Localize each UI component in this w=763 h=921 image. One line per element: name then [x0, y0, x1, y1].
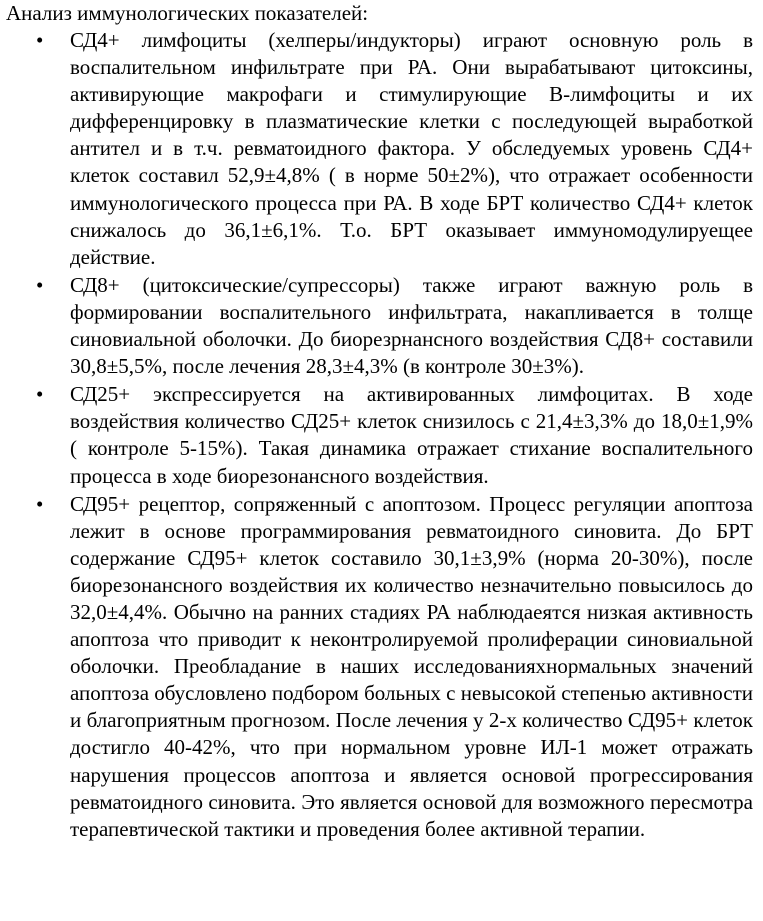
list-item-text: СД25+ экспрессируется на активированных лимфоцитах. В ходе воздействия количество СД25+ клеток снизилось с 21,4±3,3% до 18,0±1,9% ( контроле 5-15%). Такая динамика отражает стихание воспалительного процесса в ходе биорезонансного воздействия.	[70, 382, 753, 488]
list-item-cd95	[6, 491, 753, 843]
bullet-icon: •	[36, 382, 44, 407]
list-item-cd25	[6, 381, 753, 489]
list-item-cd8	[6, 272, 753, 380]
findings-list	[6, 27, 753, 843]
bullet-icon: •	[36, 491, 44, 516]
list-item-text: СД8+ (цитоксические/супрессоры) также играют важную роль в формировании воспалительного инфильтрата, накапливается в толще синовиальной оболочки. До биорезрнансного воздействия СД8+ составили 30,8±5,5%, после лечения 28,3±4,3% (в контроле 30±3%).	[70, 272, 753, 379]
bullet-icon: •	[36, 272, 44, 297]
bullet-icon: •	[36, 28, 44, 52]
list-item-text: СД4+ лимфоциты (хелперы/индукторы) играют основную роль в воспалительном инфильтрате при РА. Они вырабатывают цитоксины, активирующие макрофаги и стимулирующие В-лимфоциты и их дифференцировку в плазматические клетки с последующей выработкой антител и в т.ч. ревматоидного фактора. У обследуемых уровень СД4+ клеток составил 52,9±4,8% ( в норме 50±2%), что отражает особенности иммунологического процесса при РА. В ходе БРТ количество СД4+ клеток снижалось до 36,1±6,1%. Т.о. БРТ оказывает иммуномодулируещее действие.	[70, 28, 753, 269]
list-item-cd4	[6, 27, 753, 271]
list-item-text: СД95+ рецептор, сопряженный с апоптозом. Процесс регуляции апоптоза лежит в основе программирования ревматоидного синовита. До БРТ содержание СД95+ клеток составило 30,1±3,9% (норма 20-30%), после биорезонансного воздействия их количество незначительно повысилось до 32,0±4,4%. Обычно на ранних стадиях РА наблюдаеятся низкая активность апоптоза что приводит к неконтролируемой пролиферации синовиальной оболочки. Преобладание в наших исследованияхнормальных значений апоптоза обусловлено подбором больных с невысокой степенью активности и благоприятным прогнозом. После лечения у 2-х количество СД95+ клеток достигло 40-42%, что при нормальном уровне ИЛ-1 может отражать нарушения процессов апоптоза и является основой прогрессирования ревматоидного синовита. Это является основой для возможного пересмотра терапевтической тактики и проведения более активной терапии.	[70, 491, 753, 841]
section-heading: Анализ иммунологических показателей:	[6, 1, 369, 25]
